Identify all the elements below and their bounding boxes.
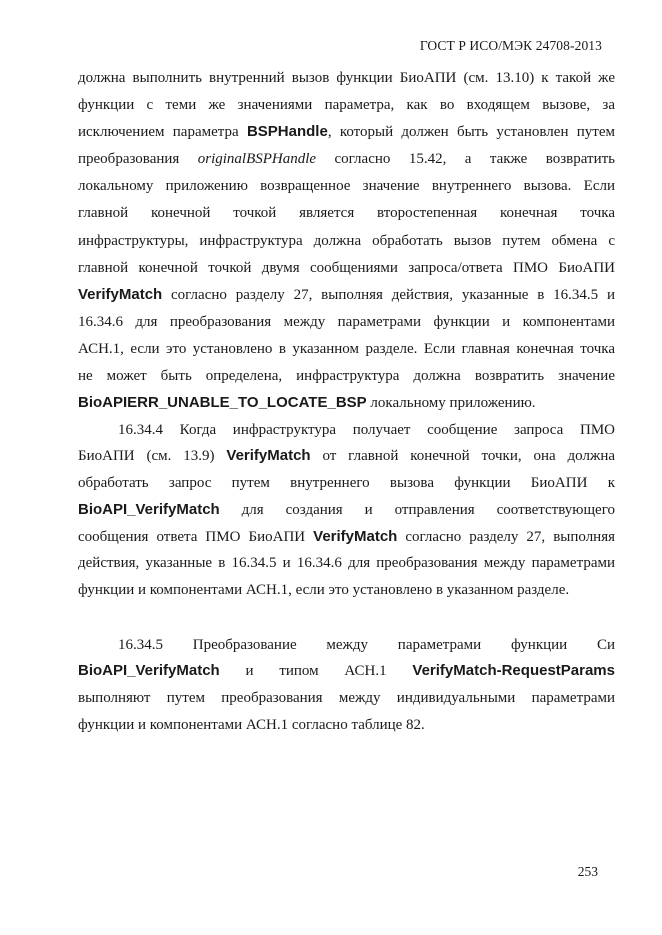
code-identifier: VerifyMatch (226, 447, 311, 464)
text-run: преобразования (78, 151, 198, 167)
text-run: 16.34.5 Преобразование между параметрами функции Си (118, 637, 615, 653)
text-run: БиоАПИ (см. 13.9) (78, 448, 227, 464)
text-line (118, 420, 615, 440)
text-line (78, 95, 615, 115)
text-line (78, 258, 615, 278)
text-run: локальному приложению. (366, 395, 536, 411)
text-line (78, 661, 615, 681)
italic-identifier: originalBSPHandle (197, 151, 317, 167)
text-run: от главной конечной точки, она должна (310, 448, 615, 464)
code-identifier: VerifyMatch (78, 286, 163, 303)
text-line (78, 68, 615, 88)
text-run: согласно разделу 27, выполняя действия, указанные в 16.34.5 и (162, 287, 615, 303)
code-identifier: VerifyMatch-RequestParams (412, 662, 615, 679)
text-run: 16.34.4 Когда инфраструктура получает сообщение запроса ПМО (118, 422, 615, 438)
text-line (78, 527, 615, 547)
text-line (118, 635, 615, 655)
text-line (78, 231, 615, 251)
text-run: действия, указанные в 16.34.5 и 16.34.6 для преобразования между параметрами (78, 555, 615, 571)
text-line (78, 312, 615, 332)
text-line (78, 580, 615, 600)
text-line (78, 393, 615, 413)
code-identifier: VerifyMatch (313, 528, 398, 545)
text-run: локальному приложению возвращенное значение внутреннего вызова. Если (78, 178, 615, 194)
text-line (78, 500, 615, 520)
text-line (78, 176, 615, 196)
text-line (78, 553, 615, 573)
text-line (78, 122, 615, 142)
text-line (78, 715, 615, 735)
text-run: не может быть определена, инфраструктура должна возвратить значение (78, 368, 615, 384)
text-run: для создания и отправления соответствующего (219, 502, 615, 518)
code-identifier: BioAPI_VerifyMatch (78, 662, 220, 679)
text-run: функции с теми же значениями параметра, как во входящем вызове, за (78, 97, 615, 113)
text-run: согласно 15.42, а также возвратить (316, 151, 616, 167)
text-run: функции и компонентами АСН.1, если это установлено в указанном разделе. (78, 582, 570, 598)
text-run: исключением параметра (78, 124, 247, 140)
text-run: должна выполнить внутренний вызов функции БиоАПИ (см. 13.10) к такой же (78, 70, 615, 86)
text-line (78, 203, 615, 223)
text-line (78, 285, 615, 305)
text-run: обработать запрос путем внутреннего вызова функции БиоАПИ к (78, 475, 615, 491)
text-line (78, 473, 615, 493)
text-run: функции и компонентами АСН.1 согласно таблице 82. (78, 717, 425, 733)
text-line (78, 688, 615, 708)
text-line (78, 149, 615, 169)
text-line (78, 339, 615, 359)
code-identifier: BioAPIERR_UNABLE_TO_LOCATE_BSP (78, 394, 367, 411)
text-run: главной конечной точкой является второстепенная конечная точка (78, 205, 615, 221)
page-number: 253 (577, 864, 598, 879)
text-run: АСН.1, если это установлено в указанном разделе. Если главная конечная точка (78, 341, 615, 357)
code-identifier: BioAPI_VerifyMatch (78, 501, 220, 518)
text-run: согласно разделу 27, выполняя (397, 529, 615, 545)
text-run: сообщения ответа ПМО БиоАПИ (78, 529, 314, 545)
code-identifier: BSPHandle (246, 123, 328, 140)
text-run: выполняют путем преобразования между индивидуальными параметрами (78, 690, 615, 706)
text-run: инфраструктуры, инфраструктура должна обработать вызов путем обмена с (78, 233, 615, 249)
text-run: 16.34.6 для преобразования между параметрами функции и компонентами (78, 314, 615, 330)
text-run: , который должен быть установлен путем (327, 124, 615, 140)
text-line (78, 366, 615, 386)
document-header: ГОСТ Р ИСО/МЭК 24708-2013 (419, 38, 602, 53)
text-run: главной конечной точкой двумя сообщениями запроса/ответа ПМО БиоАПИ (78, 260, 615, 276)
text-line (78, 446, 615, 466)
text-run: и типом АСН.1 (219, 663, 413, 679)
